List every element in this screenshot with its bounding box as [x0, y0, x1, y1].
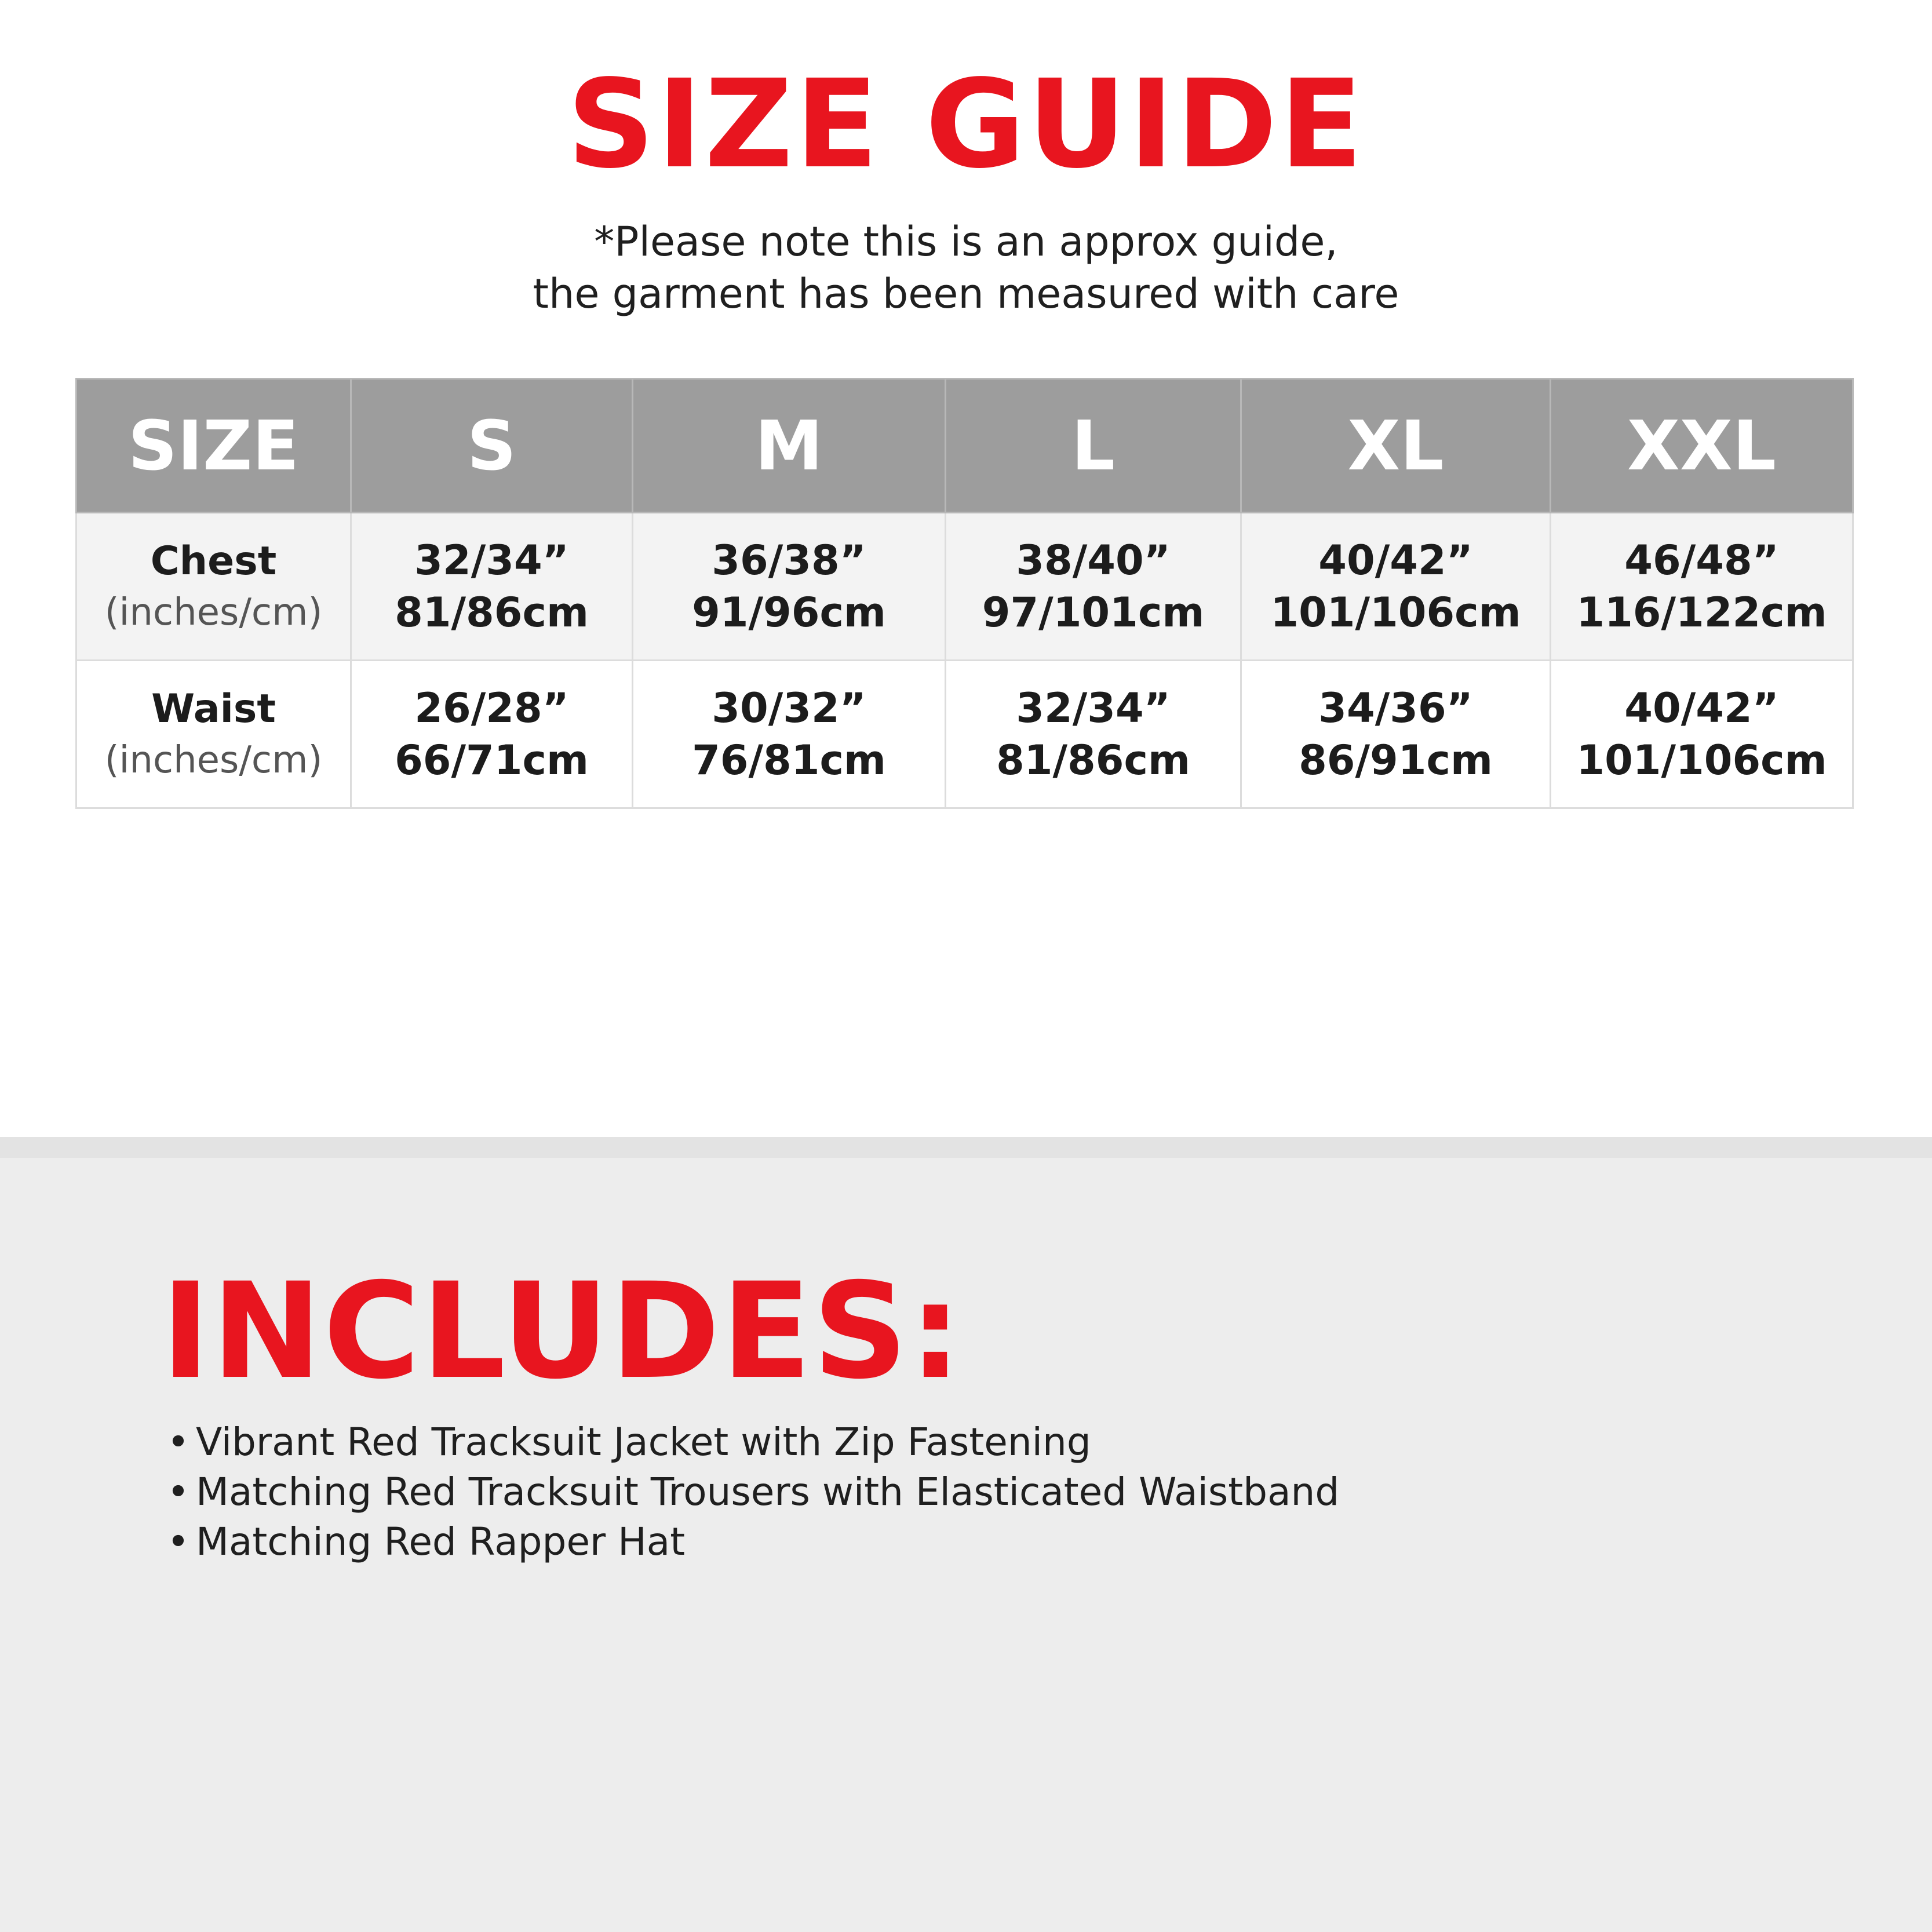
cell-cm: 76/81cm	[692, 737, 886, 784]
table-row-waist	[76, 661, 1853, 808]
list-item	[167, 1417, 1339, 1467]
list-item	[167, 1517, 1339, 1567]
header-l: L	[946, 379, 1241, 513]
waist-s-cell	[351, 661, 633, 808]
table-row-chest	[76, 513, 1853, 661]
header-xl: XL	[1241, 379, 1551, 513]
waist-xxl-cell	[1551, 661, 1853, 808]
row-label-unit: (inches/cm)	[104, 591, 323, 634]
page-title: SIZE GUIDE	[567, 53, 1365, 195]
bullet-icon: •	[167, 1470, 189, 1514]
row-label-unit: (inches/cm)	[104, 739, 323, 782]
chest-m-cell	[633, 513, 946, 661]
cell-cm: 101/106cm	[1576, 737, 1827, 784]
row-label-waist	[76, 661, 351, 808]
cell-inches: 32/34”	[1016, 684, 1171, 732]
size-table	[75, 378, 1854, 809]
cell-inches: 40/42”	[1318, 537, 1473, 584]
cell-inches: 34/36”	[1318, 684, 1473, 732]
row-label-text: Chest	[150, 538, 277, 584]
cell-cm: 86/91cm	[1299, 737, 1493, 784]
chest-s-cell	[351, 513, 633, 661]
includes-title: INCLUDES:	[161, 1254, 963, 1408]
cell-inches: 46/48”	[1624, 537, 1779, 584]
cell-cm: 81/86cm	[395, 589, 589, 636]
header-size: SIZE	[76, 379, 351, 513]
bullet-icon: •	[167, 1420, 189, 1464]
list-item-text: Matching Red Tracksuit Trousers with Elasticated Waistband	[196, 1470, 1340, 1514]
cell-inches: 30/32”	[712, 684, 866, 732]
cell-cm: 91/96cm	[692, 589, 886, 636]
bullet-icon: •	[167, 1519, 189, 1564]
sizing-note	[0, 216, 1932, 320]
chest-l-cell	[946, 513, 1241, 661]
cell-cm: 116/122cm	[1576, 589, 1827, 636]
cell-inches: 26/28”	[414, 684, 569, 732]
cell-cm: 66/71cm	[395, 737, 589, 784]
includes-list	[167, 1417, 1339, 1567]
waist-xl-cell	[1241, 661, 1551, 808]
header-m: M	[633, 379, 946, 513]
header-xxl: XXL	[1551, 379, 1853, 513]
cell-cm: 97/101cm	[982, 589, 1205, 636]
cell-cm: 101/106cm	[1270, 589, 1521, 636]
list-item-text: Vibrant Red Tracksuit Jacket with Zip Fastening	[196, 1420, 1091, 1464]
cell-inches: 36/38”	[712, 537, 866, 584]
list-item	[167, 1467, 1339, 1517]
size-table-header-row	[76, 379, 1853, 513]
chest-xl-cell	[1241, 513, 1551, 661]
includes-section	[0, 1137, 1932, 1932]
row-label-text: Waist	[151, 686, 276, 732]
waist-l-cell	[946, 661, 1241, 808]
cell-inches: 38/40”	[1016, 537, 1171, 584]
chest-xxl-cell	[1551, 513, 1853, 661]
cell-inches: 40/42”	[1624, 684, 1779, 732]
cell-inches: 32/34”	[414, 537, 569, 584]
cell-cm: 81/86cm	[996, 737, 1190, 784]
waist-m-cell	[633, 661, 946, 808]
sizing-note-line-1: *Please note this is an approx guide,	[594, 218, 1338, 265]
header-s: S	[351, 379, 633, 513]
list-item-text: Matching Red Rapper Hat	[196, 1519, 686, 1564]
sizing-note-line-2: the garment has been measured with care	[533, 270, 1399, 318]
row-label-chest	[76, 513, 351, 661]
